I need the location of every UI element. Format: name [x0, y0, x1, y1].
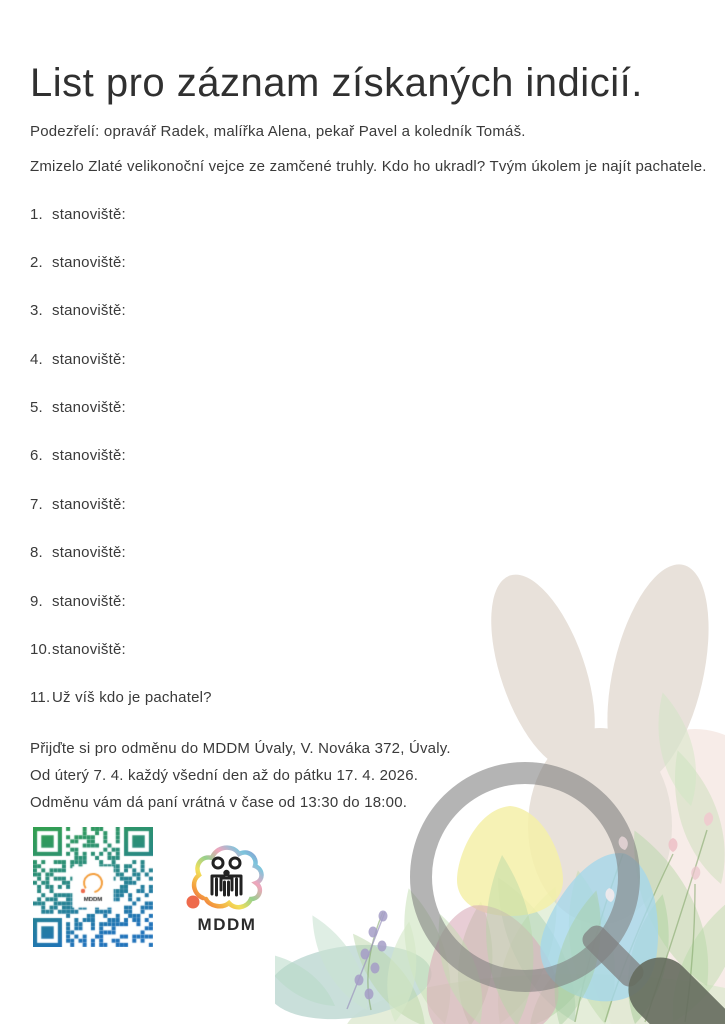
- reward-line-dates: Od úterý 7. 4. každý všední den až do pátku 17. 4. 2026.: [30, 767, 419, 784]
- bunny-ears: [470, 555, 725, 794]
- magnifier-handle: [615, 944, 725, 1024]
- stations-list: [30, 204, 212, 736]
- magnifier-neck: [578, 921, 647, 990]
- station-item: [30, 349, 212, 369]
- station-label: stanoviště:: [52, 641, 126, 659]
- blush-wash: [580, 729, 725, 1024]
- reward-line-address: Přijďte si pro odměnu do MDDM Úvaly, V. Nováka 372, Úvaly.: [30, 740, 451, 757]
- station-label: stanoviště:: [52, 592, 126, 610]
- station-item: [30, 446, 212, 466]
- station-number: 4.: [30, 350, 43, 368]
- lavender-sprig: [347, 911, 388, 1010]
- station-number: 2.: [30, 253, 43, 271]
- station-number: 5.: [30, 399, 43, 417]
- qr-code: [33, 827, 153, 947]
- station-number: 7.: [30, 495, 43, 513]
- page-title: List pro záznam získaných indicií.: [30, 61, 643, 105]
- station-number: 10.: [30, 641, 52, 659]
- station-label: stanoviště:: [52, 495, 126, 513]
- leaves-front: [425, 853, 614, 1024]
- family-figures-icon: [212, 858, 241, 895]
- reward-line-hours: Odměnu vám dá paní vrátná v čase od 13:30 do 18:00.: [30, 794, 408, 811]
- station-number: 6.: [30, 447, 43, 465]
- spring-flowers: [605, 811, 715, 902]
- station-number: 3.: [30, 302, 43, 320]
- magnifying-glass: [421, 773, 725, 1024]
- mddm-cloud-icon: [185, 840, 269, 914]
- station-label: stanoviště:: [52, 205, 126, 223]
- station-label: stanoviště:: [52, 253, 126, 271]
- station-item: [30, 640, 212, 660]
- mddm-logo-text: MDDM: [197, 915, 257, 934]
- easter-egg-yellow: [457, 806, 563, 916]
- mddm-logo: [185, 840, 269, 935]
- station-number: 8.: [30, 544, 43, 562]
- logo-dot: [187, 896, 200, 909]
- station-item: [30, 398, 212, 418]
- station-item: [30, 591, 212, 611]
- bunny-head: [528, 728, 672, 924]
- station-label: Už víš kdo je pachatel?: [52, 689, 212, 707]
- station-number: 1.: [30, 205, 43, 223]
- station-label: stanoviště:: [52, 302, 126, 320]
- sage-wash: [345, 974, 725, 1024]
- station-item: [30, 252, 212, 272]
- station-label: stanoviště:: [52, 399, 126, 417]
- station-label: stanoviště:: [52, 447, 126, 465]
- station-item-final-question: [30, 688, 212, 708]
- flower-stems: [368, 830, 707, 1022]
- station-item: [30, 204, 212, 224]
- station-number: 9.: [30, 592, 43, 610]
- mission-line: Zmizelo Zlaté velikonoční vejce ze zamčené truhly. Kdo ho ukradl? Tvým úkolem je najít pachatele.: [30, 158, 707, 175]
- reward-info: [30, 740, 451, 821]
- suspects-line: Podezřelí: opravář Radek, malířka Alena, pekař Pavel a koledník Tomáš.: [30, 123, 526, 140]
- easter-egg-blue: [530, 839, 681, 1014]
- easter-egg-pink: [409, 892, 567, 1024]
- station-label: stanoviště:: [52, 350, 126, 368]
- station-label: stanoviště:: [52, 544, 126, 562]
- magnifier-ring: [421, 773, 629, 981]
- teal-blob: [275, 936, 436, 1024]
- station-number: 11.: [30, 689, 51, 707]
- station-item: [30, 301, 212, 321]
- station-item: [30, 494, 212, 514]
- station-item: [30, 543, 212, 563]
- leaves: [275, 689, 725, 1024]
